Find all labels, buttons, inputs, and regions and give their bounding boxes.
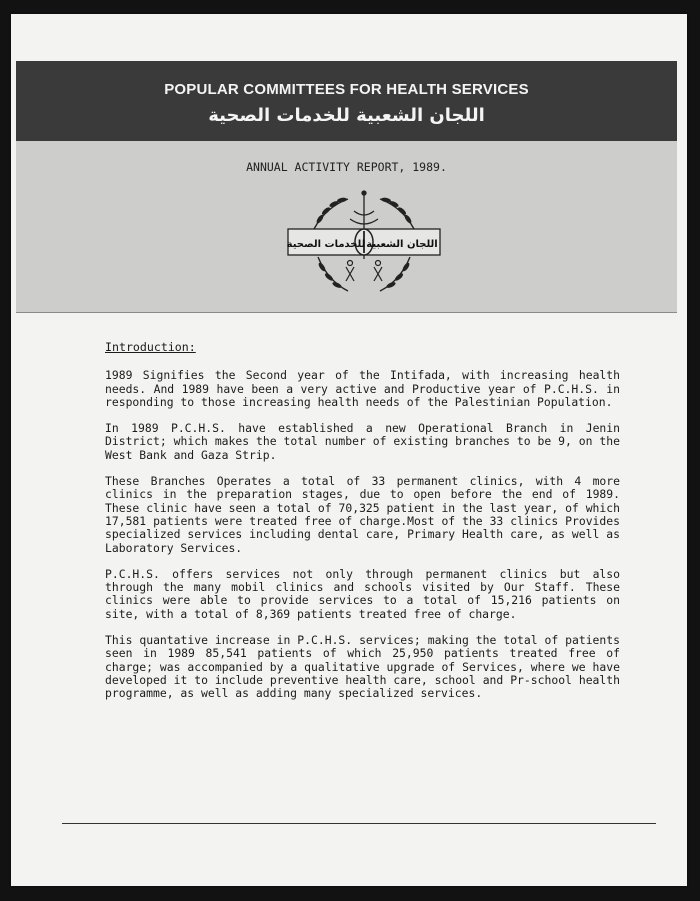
intro-paragraph: 1989 Signifies the Second year of the Intifada, with increasing health needs. And 1989 have been a very active and Productive year of P.C.H.S. in responding to those increasing health needs of the Palestinian Population. (105, 368, 620, 409)
pchs-emblem-icon (284, 189, 444, 301)
header-banner (16, 61, 677, 141)
intro-paragraph: This quantative increase in P.C.H.S. services; making the total of patients seen in 1989 85,541 patients of which 25,950 patients treated free of charge; was accompanied by a qualitative upgrade of Services, where we have developed it to include preventive health care, school and Pr-school health programme, as well as adding many specialized services. (105, 633, 620, 701)
org-name-english: POPULAR COMMITTEES FOR HEALTH SERVICES (164, 81, 529, 98)
svg-text:للخدمات الصحية: للخدمات الصحية (286, 239, 366, 250)
title-band (16, 141, 677, 313)
org-name-arabic: اللجان الشعبية للخدمات الصحية (208, 105, 485, 126)
intro-paragraph: P.C.H.S. offers services not only through permanent clinics but also through the many mobil clinics and schools visited by Our Staff. These clinics were able to provide services to a total of 15,216 patients on site, with a total of 8,369 patients treated free of charge. (105, 566, 620, 621)
svg-text:اللجان الشعبية: اللجان الشعبية (366, 239, 438, 250)
laurel-bottom-icon (317, 257, 410, 291)
intro-paragraph: These Branches Operates a total of 33 permanent clinics, with 4 more clinics in the preparation stages, due to open before the end of 1989. These clinic have seen a total of 70,325 patient in the last year, of which 17,581 patients were treated free of charge.Most of the 33 clinics Provides specialized services including dental care, Primary Health care, as well as Laboratory Services. (105, 474, 620, 555)
intro-heading: Introduction: (105, 340, 196, 354)
figures-icon (346, 261, 382, 282)
intro-paragraph: In 1989 P.C.H.S. have established a new Operational Branch in Jenin District; which makes the total number of existing branches to be 9, on the West Bank and Gaza Strip. (105, 421, 620, 462)
report-title: ANNUAL ACTIVITY REPORT, 1989. (246, 160, 447, 174)
bottom-divider (62, 823, 656, 824)
intro-section (105, 341, 620, 714)
